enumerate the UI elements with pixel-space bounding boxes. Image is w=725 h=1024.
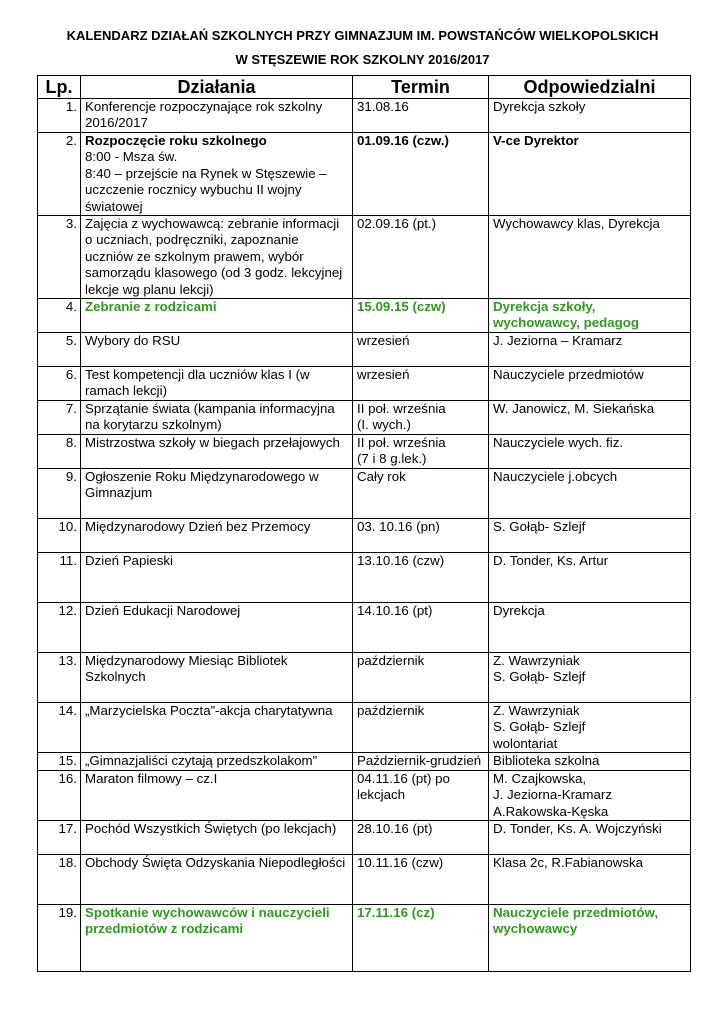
row-responsible-line: S. Gołąb- Szlejf: [493, 519, 586, 535]
row-term-line: Październik-grudzień: [357, 753, 482, 769]
row-responsible-line: S. Gołąb- Szlejf: [493, 719, 586, 735]
row-responsible-line: Dyrekcja szkoły,: [493, 299, 596, 315]
row-responsible-line: J. Jeziorna-Kramarz: [493, 787, 612, 803]
table-row: [38, 99, 691, 133]
row-number: [38, 469, 81, 519]
row-responsible-line: M. Czajkowska,: [493, 770, 587, 786]
row-number: [38, 99, 81, 133]
row-number-line: 2.: [65, 133, 77, 148]
row-responsible: [489, 435, 691, 469]
row-action: [81, 333, 353, 367]
row-responsible: [489, 401, 691, 435]
row-term: [353, 519, 489, 553]
row-number-line: 19.: [58, 904, 77, 920]
row-action-line: Ogłoszenie Roku Międzynarodowego w: [85, 469, 319, 485]
row-action-line: Mistrzostwa szkoły w biegach przełajowych: [85, 435, 340, 451]
row-action-line: Zajęcia z wychowawcą: zebranie informacji: [85, 216, 340, 232]
row-term-line: wrzesień: [357, 333, 410, 349]
row-action-line: 8:00 - Msza św.: [85, 149, 178, 165]
row-term: [353, 333, 489, 367]
row-responsible: [489, 133, 691, 216]
row-term-line: październik: [357, 653, 425, 669]
row-action-line: Międzynarodowy Miesiąc Bibliotek: [85, 653, 288, 669]
row-term: [353, 469, 489, 519]
row-action: [81, 703, 353, 753]
row-responsible-line: Dyrekcja szkoły: [493, 99, 586, 114]
row-responsible: [489, 299, 691, 333]
row-action-line: „Marzycielska Poczta”-akcja charytatywna: [85, 703, 333, 719]
row-action-line: uczczenie rocznicy wybuchu II wojny: [85, 182, 302, 198]
row-action-line: Gimnazjum: [85, 485, 153, 501]
row-responsible-line: Z. Wawrzyniak: [493, 653, 580, 669]
row-action-line: Dzień Edukacji Narodowej: [85, 603, 241, 619]
row-action: [81, 216, 353, 299]
row-responsible-line: D. Tonder, Ks. Artur: [493, 553, 609, 569]
row-action-line: lekcje wg planu lekcji): [85, 281, 214, 297]
row-number: [38, 333, 81, 367]
row-action-line: Rozpoczęcie roku szkolnego: [85, 133, 267, 148]
row-term-line: 10.11.16 (czw): [357, 854, 444, 870]
row-number: [38, 367, 81, 401]
table-row: [38, 435, 691, 469]
row-responsible: [489, 854, 691, 904]
header-title-line2: W STĘSZEWIE ROK SZKOLNY 2016/2017: [235, 52, 490, 67]
row-number: [38, 753, 81, 770]
row-action-line: Międzynarodowy Dzień bez Przemocy: [85, 519, 311, 535]
column-header-lp: Lp.: [38, 76, 81, 99]
row-responsible: [489, 653, 691, 703]
row-number: [38, 770, 81, 820]
table-row: [38, 333, 691, 367]
row-responsible-line: Z. Wawrzyniak: [493, 703, 580, 719]
row-action: [81, 753, 353, 770]
row-number-line: 6.: [65, 367, 77, 383]
header-title-line1: KALENDARZ DZIAŁAŃ SZKOLNYCH PRZY GIMNAZJUM IM. POWSTAŃCÓW WIELKOPOLSKICH: [66, 28, 659, 43]
row-action: [81, 367, 353, 401]
table-row: [38, 770, 691, 820]
row-action-line: Wybory do RSU: [85, 333, 181, 349]
row-action: [81, 435, 353, 469]
table-row: [38, 216, 691, 299]
row-action: [81, 820, 353, 854]
row-term-line: 13.10.16 (czw): [357, 553, 445, 569]
row-responsible-line: Biblioteka szkolna: [493, 753, 600, 769]
row-term-line: 14.10.16 (pt): [357, 603, 433, 619]
row-number: [38, 299, 81, 333]
row-term: [353, 753, 489, 770]
row-term-line: 17.11.16 (cz): [357, 904, 435, 920]
row-action: [81, 519, 353, 553]
row-action-line: Zebranie z rodzicami: [85, 299, 217, 315]
row-term-line: (I. wych.): [357, 417, 411, 433]
table-row: [38, 299, 691, 333]
row-number: [38, 820, 81, 854]
row-term-line: Cały rok: [357, 469, 406, 485]
row-action: [81, 770, 353, 820]
row-action: [81, 603, 353, 653]
row-term: [353, 367, 489, 401]
row-term-line: lekcjach: [357, 787, 406, 803]
table-row: [38, 553, 691, 603]
row-action-line: Sprzątanie świata (kampania informacyjna: [85, 401, 335, 417]
row-term-line: październik: [357, 703, 425, 719]
row-action: [81, 133, 353, 216]
row-action-line: przedmiotów z rodzicami: [85, 921, 244, 937]
row-responsible-line: Nauczyciele przedmiotów: [493, 367, 644, 383]
column-header-term: Termin: [353, 76, 489, 99]
row-responsible: [489, 753, 691, 770]
row-responsible-line: Nauczyciele wych. fiz.: [493, 435, 624, 451]
row-number: [38, 435, 81, 469]
column-header-responsible: Odpowiedzialni: [489, 76, 691, 99]
row-number-line: 1.: [65, 99, 77, 114]
row-responsible-line: V-ce Dyrektor: [493, 133, 579, 148]
row-number: [38, 133, 81, 216]
row-number-line: 5.: [65, 333, 77, 349]
row-responsible-line: J. Jeziorna – Kramarz: [493, 333, 623, 349]
row-number-line: 14.: [58, 703, 77, 719]
row-responsible-line: W. Janowicz, M. Siekańska: [493, 401, 655, 417]
row-term-line: 15.09.15 (czw): [357, 299, 446, 315]
row-action-line: 2016/2017: [85, 115, 148, 131]
row-action-line: Pochód Wszystkich Świętych (po lekcjach): [85, 820, 337, 836]
row-responsible-line: S. Gołąb- Szlejf: [493, 669, 586, 685]
row-term: [353, 820, 489, 854]
row-action-line: Test kompetencji dla uczniów klas I (w: [85, 367, 310, 383]
row-number: [38, 904, 81, 971]
row-action-line: 8:40 – przejście na Rynek w Stęszewie –: [85, 165, 327, 181]
row-responsible-line: Wychowawcy klas, Dyrekcja: [493, 216, 660, 232]
row-action: [81, 99, 353, 133]
row-responsible-line: D. Tonder, Ks. A. Wojczyński: [493, 820, 662, 836]
row-number-line: 9.: [65, 469, 77, 485]
table-row: [38, 519, 691, 553]
row-action: [81, 904, 353, 971]
row-action-line: ramach lekcji): [85, 383, 168, 399]
row-responsible: [489, 367, 691, 401]
row-responsible: [489, 216, 691, 299]
row-action: [81, 553, 353, 603]
table-row: [38, 401, 691, 435]
row-responsible: [489, 904, 691, 971]
row-action-line: Spotkanie wychowawców i nauczycieli: [85, 904, 330, 920]
row-number: [38, 216, 81, 299]
row-responsible: [489, 519, 691, 553]
table-row: [38, 367, 691, 401]
row-number: [38, 519, 81, 553]
row-term-line: (7 i 8 g.lek.): [357, 451, 427, 467]
document-header: [0, 24, 725, 72]
row-term: [353, 401, 489, 435]
row-responsible: [489, 553, 691, 603]
row-responsible: [489, 820, 691, 854]
row-term: [353, 553, 489, 603]
table-row: [38, 904, 691, 971]
row-action-line: Dzień Papieski: [85, 553, 173, 569]
row-term-line: 28.10.16 (pt): [357, 820, 433, 836]
row-responsible: [489, 99, 691, 133]
column-header-actions: Działania: [81, 76, 353, 99]
row-number: [38, 603, 81, 653]
row-number-line: 8.: [65, 435, 77, 451]
row-number-line: 12.: [58, 603, 77, 619]
row-term: [353, 299, 489, 333]
row-term: [353, 435, 489, 469]
row-number-line: 11.: [59, 553, 77, 569]
row-term: [353, 216, 489, 299]
table-row: [38, 133, 691, 216]
row-action-line: Obchody Święta Odzyskania Niepodległości: [85, 854, 346, 870]
row-responsible-line: Dyrekcja: [493, 603, 545, 619]
table-header-row: [38, 76, 691, 99]
row-term: [353, 133, 489, 216]
row-action-line: Szkolnych: [85, 669, 146, 685]
calendar-table: [37, 75, 691, 972]
row-number-line: 15.: [58, 753, 77, 769]
row-responsible-line: Nauczyciele przedmiotów,: [493, 904, 659, 920]
row-term: [353, 854, 489, 904]
row-responsible-line: Nauczyciele j.obcych: [493, 469, 618, 485]
row-action: [81, 299, 353, 333]
row-responsible-line: Klasa 2c, R.Fabianowska: [493, 854, 644, 870]
row-number-line: 17.: [58, 820, 77, 836]
row-term: [353, 99, 489, 133]
row-action-line: światowej: [85, 198, 143, 214]
row-action: [81, 653, 353, 703]
row-responsible-line: wychowawcy: [493, 921, 578, 937]
row-number: [38, 854, 81, 904]
table-row: [38, 854, 691, 904]
row-term-line: II poł. września: [357, 401, 446, 417]
row-term: [353, 653, 489, 703]
row-action-line: uczniów ze szkolnym prawem, wybór: [85, 248, 304, 264]
row-responsible-line: A.Rakowska-Kęska: [493, 803, 609, 819]
table-body: [38, 99, 691, 972]
row-term: [353, 904, 489, 971]
row-action: [81, 401, 353, 435]
table-row: [38, 653, 691, 703]
row-responsible-line: wolontariat: [493, 735, 558, 751]
row-action-line: Konferencje rozpoczynające rok szkolny: [85, 99, 323, 114]
row-term-line: II poł. września: [357, 435, 446, 451]
row-responsible: [489, 333, 691, 367]
row-number: [38, 703, 81, 753]
row-term: [353, 770, 489, 820]
row-action-line: Maraton filmowy – cz.I: [85, 770, 218, 786]
row-action-line: o uczniach, podręczniki, zapoznanie: [85, 232, 299, 248]
row-number-line: 10.: [58, 519, 77, 535]
row-action: [81, 854, 353, 904]
row-term-line: 04.11.16 (pt) po: [357, 770, 450, 786]
row-number: [38, 653, 81, 703]
row-number-line: 7.: [65, 401, 77, 417]
row-number-line: 4.: [65, 299, 77, 315]
row-responsible: [489, 469, 691, 519]
row-term-line: 02.09.16 (pt.): [357, 216, 437, 232]
row-action-line: na korytarzu szkolnym): [85, 417, 222, 433]
table-row: [38, 820, 691, 854]
row-responsible: [489, 770, 691, 820]
row-term-line: 03. 10.16 (pn): [357, 519, 440, 535]
row-term-line: 01.09.16 (czw.): [357, 133, 449, 148]
row-number: [38, 401, 81, 435]
table-row: [38, 603, 691, 653]
row-responsible: [489, 603, 691, 653]
row-number-line: 3.: [65, 216, 77, 232]
row-responsible-line: wychowawcy, pedagog: [493, 315, 640, 331]
row-action-line: samorządu klasowego (od 3 godz. lekcyjnej: [85, 265, 343, 281]
row-number: [38, 553, 81, 603]
table-row: [38, 753, 691, 770]
row-term-line: 31.08.16: [357, 99, 409, 114]
table-row: [38, 469, 691, 519]
row-term: [353, 703, 489, 753]
row-number-line: 16.: [58, 770, 77, 786]
row-action: [81, 469, 353, 519]
row-term-line: wrzesień: [357, 367, 410, 383]
row-number-line: 18.: [58, 854, 77, 870]
row-number-line: 13.: [58, 653, 77, 669]
table-row: [38, 703, 691, 753]
row-term: [353, 603, 489, 653]
row-action-line: „Gimnazjaliści czytają przedszkolakom”: [85, 753, 318, 769]
row-responsible: [489, 703, 691, 753]
